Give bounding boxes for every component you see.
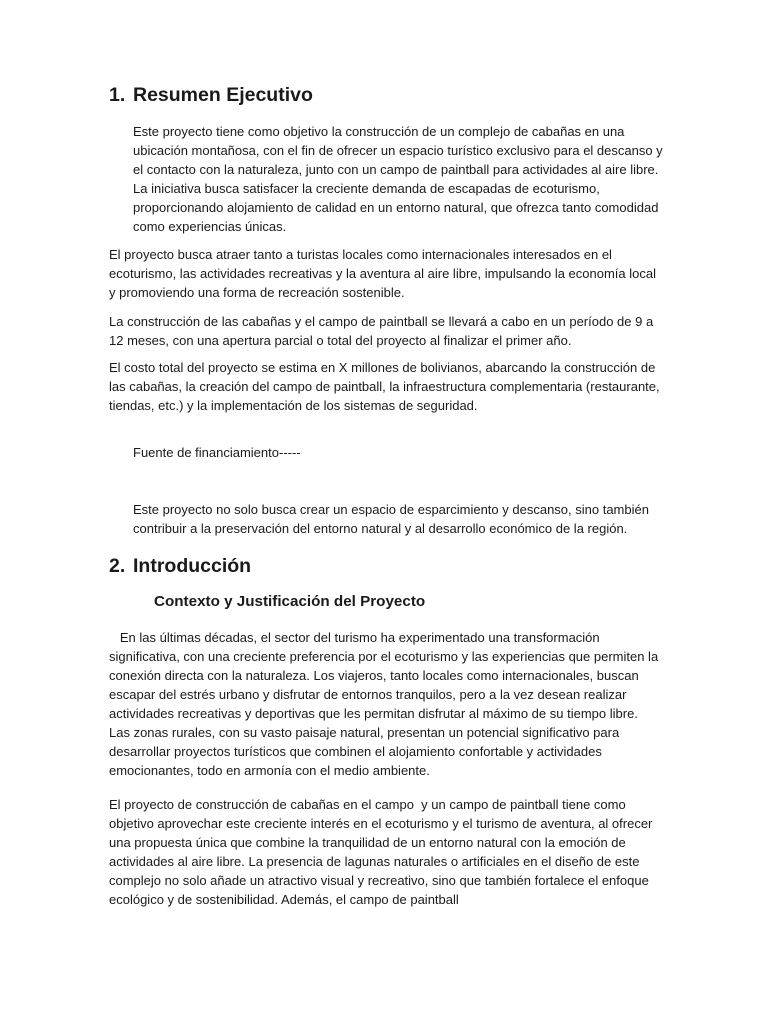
section-1-title: Resumen Ejecutivo (133, 84, 313, 106)
project-paragraph: El proyecto de construcción de cabañas en el campo y un campo de paintball tiene como objetivo aprovechar este creciente interés en el ecoturismo y el turismo de aventura, al ofrecer una propuesta única que combine la tranquilidad de un entorno natural con la emoción de actividades al aire libre. La presencia de lagunas naturales o artificiales en el diseño de este complejo no solo añade un atractivo visual y recreativo, sino que también fortalece el enfoque ecológico y de sostenibilidad. Además, el campo de paintball (109, 797, 657, 907)
closing-paragraph: Este proyecto no solo busca crear un espacio de esparcimiento y descanso, sino también contribuir a la preservación del entorno natural y al desarrollo económico de la región. (133, 502, 649, 536)
context-paragraph: En las últimas décadas, el sector del turismo ha experimentado una transformación significativa, con una creciente preferencia por el ecoturismo y las experiencias que permiten la conexión directa con la naturaleza. Los viajeros, tanto locales como internacionales, buscan escapar del estrés urbano y disfrutar de entornos tranquilos, pero a la vez desean realizar actividades recreativas y deportivas que les permitan disfrutar al máximo de su tiempo libre. Las zonas rurales, con su vasto paisaje natural, presentan un potencial significativo para desarrollar proyectos turísticos que combinen el alojamiento confortable y actividades emocionantes, todo en armonía con el medio ambiente. (109, 630, 662, 778)
section-2-heading (109, 557, 251, 576)
executive-summary-paragraph: Este proyecto tiene como objetivo la construcción de un complejo de cabañas en una ubicación montañosa, con el fin de ofrecer un espacio turístico exclusivo para el descanso y el contacto con la naturaleza, junto con un campo de paintball para actividades al aire libre. La iniciativa busca satisfacer la creciente demanda de escapadas de ecoturismo, proporcionando alojamiento de calidad en un entorno natural, que ofrezca tanto comodidad como experiencias únicas. (133, 124, 663, 234)
section-2-number: 2. (109, 555, 126, 577)
cost-paragraph: El costo total del proyecto se estima en X millones de bolivianos, abarcando la construcción de las cabañas, la creación del campo de paintball, la infraestructura complementaria (restaurante, tiendas, etc.) y la implementación de los sistemas de seguridad. (109, 360, 660, 413)
section-2-title: Introducción (133, 555, 252, 577)
section-1-number: 1. (109, 84, 126, 106)
funding-source-line: Fuente de financiamiento----- (133, 445, 301, 460)
context-subheading: Contexto y Justificación del Proyecto (154, 593, 426, 610)
section-1-heading (109, 86, 313, 105)
tourists-paragraph: El proyecto busca atraer tanto a turistas locales como internacionales interesados en el ecoturismo, las actividades recreativas y la aventura al aire libre, impulsando la economía local y promoviendo una forma de recreación sostenible. (109, 247, 656, 300)
timeline-paragraph: La construcción de las cabañas y el campo de paintball se llevará a cabo en un período de 9 a 12 meses, con una apertura parcial o total del proyecto al finalizar el primer año. (109, 314, 654, 348)
